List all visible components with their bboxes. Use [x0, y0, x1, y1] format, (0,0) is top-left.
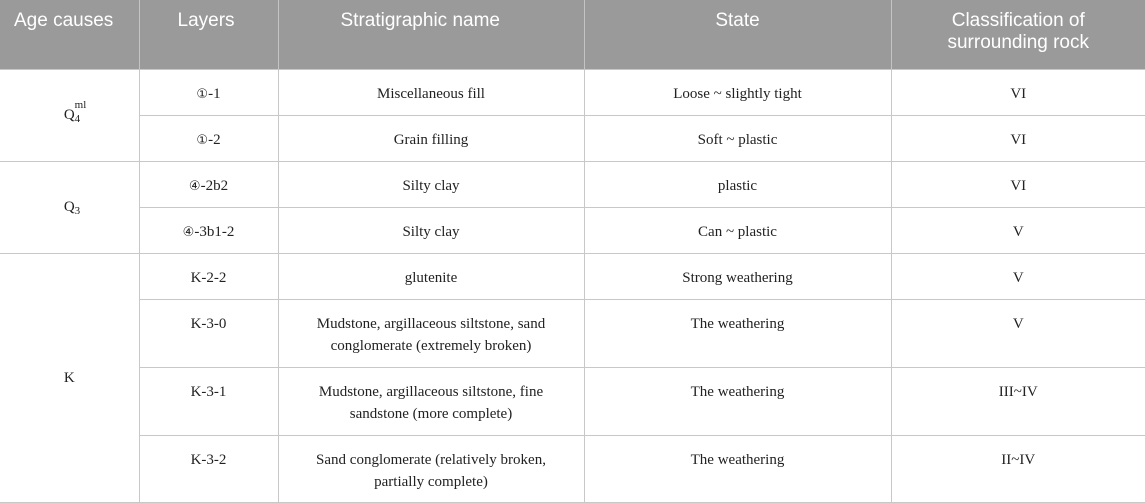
header-classification: Classification of surrounding rock: [891, 0, 1145, 69]
name-cell: glutenite: [278, 253, 584, 299]
age-sup: ml: [74, 99, 87, 111]
header-stratigraphic-name: Stratigraphic name: [278, 0, 584, 69]
age-base: Q: [63, 107, 75, 123]
age-cell-q4ml: [0, 69, 139, 161]
age-label: [63, 196, 81, 218]
layer-mark: ①: [196, 132, 209, 148]
layer-mark: ④: [182, 224, 195, 240]
state-cell: Loose ~ slightly tight: [584, 69, 891, 115]
class-cell: V: [891, 253, 1145, 299]
name-cell: Mudstone, argillaceous siltstone, fine sandstone (more complete): [278, 367, 584, 435]
table-row: [0, 253, 1145, 299]
class-cell: V: [891, 299, 1145, 367]
table-row: [0, 435, 1145, 502]
class-cell: VI: [891, 161, 1145, 207]
layer-cell: [139, 115, 278, 161]
layer-cell: [139, 207, 278, 253]
age-base: Q: [63, 199, 75, 215]
age-label: [63, 99, 87, 126]
layer-cell: K-3-2: [139, 435, 278, 502]
table-header: [0, 0, 1145, 69]
state-cell: The weathering: [584, 299, 891, 367]
header-state: State: [584, 0, 891, 69]
layer-mark: ④: [188, 178, 201, 194]
layer-cell: [139, 69, 278, 115]
state-cell: The weathering: [584, 367, 891, 435]
table-row: [0, 367, 1145, 435]
header-age-causes: Age causes: [0, 0, 139, 69]
class-cell: III~IV: [891, 367, 1145, 435]
layer-cell: K-3-0: [139, 299, 278, 367]
state-cell: Can ~ plastic: [584, 207, 891, 253]
layer-code: -3b1-2: [194, 223, 235, 240]
layer-cell: K-3-1: [139, 367, 278, 435]
table-row: [0, 299, 1145, 367]
state-cell: The weathering: [584, 435, 891, 502]
class-cell: VI: [891, 69, 1145, 115]
layer-code: -2b2: [200, 177, 229, 194]
state-cell: Soft ~ plastic: [584, 115, 891, 161]
state-cell: Strong weathering: [584, 253, 891, 299]
table-body: [0, 69, 1145, 502]
table-row: [0, 69, 1145, 115]
age-cell-q3: [0, 161, 139, 253]
name-cell: Grain filling: [278, 115, 584, 161]
layer-cell: [139, 161, 278, 207]
layer-cell: K-2-2: [139, 253, 278, 299]
name-cell: Miscellaneous fill: [278, 69, 584, 115]
age-cell-k: K: [0, 253, 139, 502]
header-layers: Layers: [139, 0, 278, 69]
name-cell: Mudstone, argillaceous siltstone, sand conglomerate (extremely broken): [278, 299, 584, 367]
table-row: [0, 207, 1145, 253]
class-cell: VI: [891, 115, 1145, 161]
layer-code: -2: [208, 131, 221, 148]
table-row: [0, 115, 1145, 161]
layer-mark: ①: [196, 86, 209, 102]
layer-code: -1: [208, 85, 221, 102]
name-cell: Silty clay: [278, 207, 584, 253]
name-cell: Sand conglomerate (relatively broken, partially complete): [278, 435, 584, 502]
header-row: [0, 0, 1145, 69]
name-cell: Silty clay: [278, 161, 584, 207]
age-sub: 3: [74, 205, 81, 217]
state-cell: plastic: [584, 161, 891, 207]
age-sub: 4: [74, 113, 81, 125]
class-cell: V: [891, 207, 1145, 253]
class-cell: II~IV: [891, 435, 1145, 502]
table-row: [0, 161, 1145, 207]
